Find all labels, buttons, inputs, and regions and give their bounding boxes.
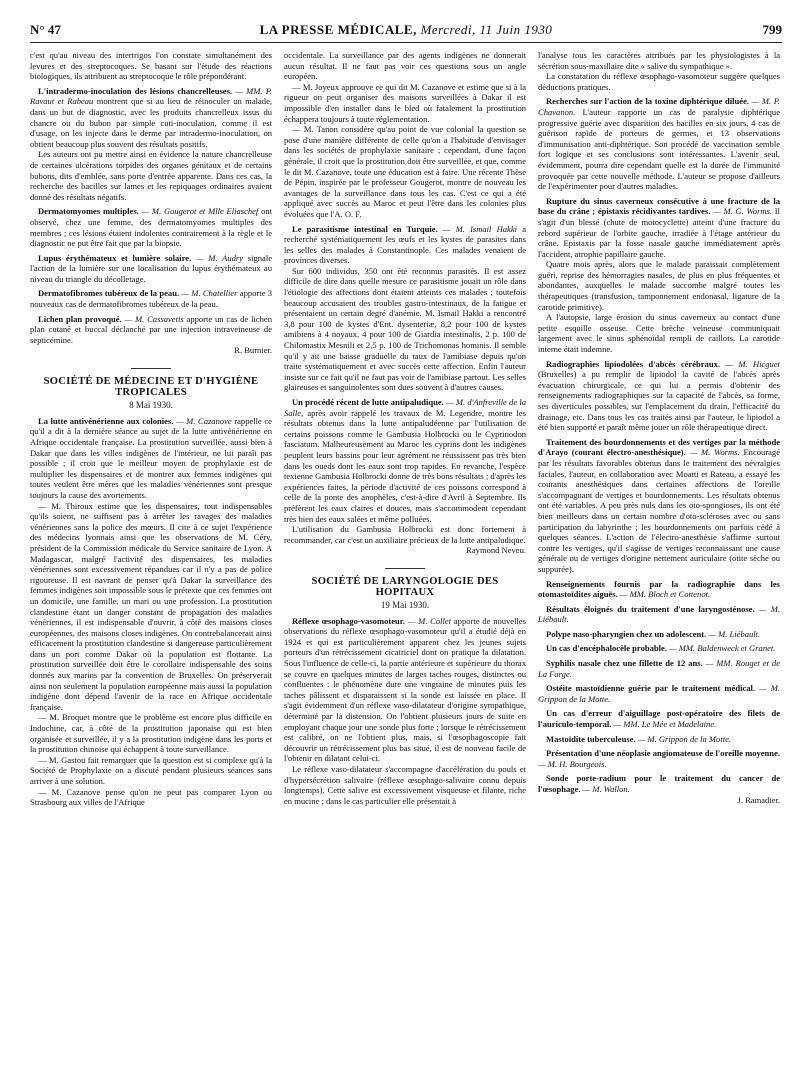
entry-text: signale l'action de la lumière sur une localisation du lupus érythémateux au niveau du triangle du décolletage.	[30, 252, 272, 284]
entry	[30, 416, 272, 501]
entry-author: — M. Chatellier	[179, 288, 238, 299]
entry	[538, 643, 780, 654]
entry-title: Un procédé récent de lutte antipaludique.	[292, 397, 444, 407]
signature: J. Ramadier.	[737, 794, 780, 805]
entry-title: Radiographies lipiodolées d'abcès cérébraux.	[546, 358, 720, 369]
entry-author: — MM. Le Mée et Madelaine.	[611, 719, 717, 730]
entry-title: Un cas d'encéphalocèle probable.	[546, 643, 667, 654]
entry-title: Ostéite mastoïdienne guérie par le traitement médical.	[546, 683, 756, 694]
entry-text: montrent que si au lieu de réinoculer un malade, dans un but de diagnostic, avec les produits chancrelleux issus du chancre ou du bubon par simple cuti-inoculation, comme il est d'usage, on les injecte dans le derme par intradermo-inoculation, on obtient beaucoup plus souvent des résultats positifs.	[30, 96, 272, 149]
entry-text: rappelle ce qu'il a dit à la dernière séance au sujet de la lutte antivénérienne en Afrique occidentale française. La prostitution surveillée, aussi bien à Dakar que dans les villes indigènes de l'intérieur, ne lui paraît pas possible ; il croit que le meilleur moyen de prophylaxie est de multiplier les dispensaires et de montrer aux femmes indigènes qui toutes veulent être mères que les maladies vénériennes sont presque toujours la cause des avortements.	[30, 415, 272, 500]
entry-title: Traitement des bourdonnements et des vertiges par la méthode d'Arayo (courant électro-anesthésique).	[538, 436, 780, 458]
entry-title: Lichen plan provoqué.	[38, 313, 122, 324]
entry-text: Il s'agit d'un blessé (chute de motocyclette) atteint d'une fracture du rebord supérieur de l'orbite gauche, irradiée à l'étage antérieur du crâne. Epistaxis par la fosse nasale gauche immédiatement après l'accident, atrophie papillaire gauche.	[538, 206, 780, 259]
entry-title: Renseignements fournis par la radiographie dans les otomastoïdites aiguës.	[538, 578, 780, 600]
entry-author: — MM. Rouget et de La Farge.	[538, 658, 780, 679]
entry-title: Sonde porte-radium pour le traitement du cancer de l'œsophage.	[538, 773, 780, 794]
entry	[538, 658, 780, 679]
entry-title: L'intradermo-inoculation des lésions chancrelleuses.	[38, 85, 233, 96]
section-date: 8 Mai 1930.	[129, 400, 173, 411]
entry	[538, 96, 780, 191]
signature: Raymond Neveu.	[466, 545, 526, 556]
entry-title: La lutte antivénérienne aux colonies.	[38, 415, 174, 426]
entry-title: Le parasitisme intestinal en Turquie.	[292, 223, 438, 234]
entry-title: Recherches sur l'action de la toxine diphtérique diluée.	[546, 96, 749, 107]
entry-author: — M. Liébault.	[706, 628, 761, 639]
entry	[30, 206, 272, 248]
journal-title	[30, 22, 782, 38]
entry-text: apporte de nouvelles observations du réflexe œsophago-vasomoteur qu'il a étudié déjà en 1924 et qui est particulièrement apparent chez les jeunes sujets porteurs d'un rétrécissement cicatriciel dont on pratique la dilatation. Sous l'influence de celle-ci, la partie antérieure et supérieure du thorax se couvre en quelques minutes de larges taches rouges, distinctes ou confluentes : le phénomène dure une vingtaine de minutes puis les taches pâlissent et disparaissent si la sonde est laissée en place. Il s'agit évidemment d'un réflexe vaso-dilatateur d'origine sympathique, déterminé par la distension. On l'obtient plusieurs jours de suite en employant chaque jour une sonde plus forte ; lorsque le rétrécissement est calibré, on ne l'obtient plus, mais, si l'œsophagoscopie fait découvrir un rétrécissement plus bas situé, il est de nouveau facile de l'obtenir en dilatant celui-ci.	[284, 615, 526, 764]
entry-author: — M. Hicguet	[719, 358, 780, 369]
section-date: 19 Mai 1930.	[380, 600, 430, 611]
paragraph: Quatre mois après, alors que le malade paraissait complètement guéri, reprise des hémorragies nasales, de plus en plus fréquentes et abondantes, auxquelles le malade succombe malgré toutes les thérapeutiques (transfusion, tamponnement endonasal, ligature de la carotide primitive).	[538, 259, 780, 312]
entry-author: — M. H. Bourgeois.	[538, 758, 607, 769]
entry	[538, 708, 780, 729]
entry-title: Dermatomyomes multiples.	[38, 206, 139, 217]
entry-author: — M. Liébault.	[538, 603, 780, 625]
entry-title: Mastoïdite tuberculeuse.	[546, 733, 636, 744]
paragraph: Le réflexe vaso-dilatateur s'accompagne d'accélération du pouls et d'hypersécrétion salivaire (réflexe œsophago-salivaire connu depuis longtemps). Cette salive est excessivement visqueuse et filante, riche en mucine ; dans le cas particulier elle présentait à	[284, 764, 526, 806]
entry-author: — MM. Bloch et Cottenot.	[617, 589, 711, 600]
entry-author: — M. G. Worms.	[710, 206, 773, 217]
entry-text: a recherché systématiquement les œufs et les kystes de parasites dans les selles des malades à Constantinople. Ces malades venaient de provinces diverses.	[284, 223, 526, 266]
paragraph: Sur 600 individus, 350 ont été reconnus parasités. Il est assez difficile de dire dans quelle mesure ce parasitisme jouait un rôle dans l'étiologie des affections dont étaient atteints ces malades ; toutefois beaucoup accusaient des troubles gastro-intestinaux, de la fatigue et présentaient un certain degré d'anémie. M. Ismail Hakki a rencontré 3,8 pour 100 de kystes d'Ent. dysenteriæ, 8,2 pour 100 de kystes amibiens à 4 noyaux, 4 pour 100 de Giardia intestinalis, 2 p. 100 de Chilomastix Mesnili et 2,5 p. 100 de Trichomonas hominis. Il semble qu'il y ait une baisse graduelle du taux de l'amibiase depuis qu'on traite systématiquement et avec succès cette affection. Enfin l'auteur insiste sur ce fait qu'il ne faut pas voir de l'amibiase partout. Les selles glaireuses et sanguinolentes sont dues souvent à d'autres causes.	[284, 265, 526, 393]
entry	[30, 314, 272, 346]
paragraph: c'est qu'au niveau des intertrigos l'on constate simultanément des levures et des streptocoques. Se basant sur l'étude des réactions biologiques, ils attribuent au streptocoque le rôle prépondérant.	[30, 50, 272, 82]
entry	[538, 196, 780, 260]
paragraph: La constatation du réflexe œsophago-vasomoteur suggère quelques déductions pratiques.	[538, 71, 780, 92]
entry	[538, 629, 780, 640]
entry-title: Lupus érythémateux et lumière solaire.	[38, 252, 192, 263]
entry-author: — M. Collet	[404, 615, 452, 626]
column-3	[538, 50, 780, 1076]
entry-text: apporte un cas de lichen plan cutané et buccal déclanché par une injection intraveineuse de septicémine.	[30, 313, 272, 345]
column-2	[284, 50, 526, 1076]
paragraph: — M. Broquet montre que le problème est encore plus difficile en Indochine, car, à côté de la prostitution japonaise qui est bien organisée et surveillée, il y a la prostitution indigène dans les ports et la prostitution chinoise qui échappent à toute surveillance.	[30, 712, 272, 755]
column-1	[30, 50, 272, 1076]
section-title: SOCIÉTÉ DE LARYNGOLOGIE DES HOPITAUX	[284, 568, 526, 598]
entry-title: Dermatofibromes tubéreux de la peau.	[38, 288, 180, 299]
entry-text: ont observé, chez une femme, des dermatomyomes multiples des membres ; ces lésions étaient indolentes contrairement à la règle et le diagnostic ne put être fait que par la biopsie.	[30, 206, 272, 249]
paragraph: — M. Gastou fait remarquer que la question est si complexe qu'à la Société de Prophylaxie on a discuté pendant plusieurs séances sans arriver à une solution.	[30, 754, 272, 786]
signature: R. Burnier.	[234, 345, 272, 356]
entry	[538, 579, 780, 600]
entry-author: — M. P. Chavanon.	[538, 96, 780, 117]
paragraph: — M. Joyeux approuve ce qui dit M. Cazanove et estime que si à la rigueur on peut organiser des maisons surveillées à Dakar il est impossible d'en installer dans le bled où fatalement la prostitution échappera toujours à toute réglementation.	[284, 81, 526, 124]
entry	[538, 734, 780, 745]
page-number: 799	[762, 22, 782, 37]
entry-text: apporte 3 nouveaux cas de dermatofibromes tubéreux de la peau.	[30, 288, 272, 310]
entry-title: Résultats éloignés du traitement d'une laryngosténose.	[546, 603, 755, 614]
entry-author: — M. Gougerot et Mlle Eliaschef	[138, 206, 259, 217]
issue-number: N° 47	[30, 22, 61, 37]
section-title: SOCIÉTÉ DE MÉDECINE ET D'HYGIÈNE TROPICALES	[30, 368, 272, 398]
entry-author: — M. d'Anfreville de la Salle,	[284, 397, 526, 418]
entry-author: — M. Ismail Hakki	[437, 223, 518, 234]
entry-author: — M. Audry	[191, 252, 244, 263]
entry-title: Réflexe œsophago-vasomoteur.	[292, 615, 405, 626]
paragraph: Les auteurs ont pu mettre ainsi en évidence la nature chancrelleuse de certaines ulcérations torpides des organes génitaux et de certains bubons, dits d'emblée, sans porte d'entrée apparente. Dans ces cas, la recherche des bacilles sur lames et les repiquages ordinaires avaient donné des résultats négatifs.	[30, 149, 272, 202]
entry-title: Présentation d'une néoplasie angiomateuse de l'oreille moyenne.	[546, 748, 780, 759]
entry-author: — M. Worms.	[685, 447, 740, 458]
entry-author: — M. Grippon de la Motte.	[635, 733, 732, 744]
entry	[538, 359, 780, 433]
paragraph: — M. Tanon considère qu'au point de vue colonial la question se pose d'une manière différente de celle qu'on a l'habitude d'envisager dans les sociétés de prophylaxie sanitaire ; cependant, d'une façon générale, il croit que la prostitution doit être surveillée, et que, comme le dit M. Cazanove, toute une éducation est à faire. Une récente Thèse de Pépin, inspirée par le professeur Gougerot, montre de nouveau les avantages de la surveillance dans tous les cas. C'est ce qui a été appliqué avec succès au Maroc et peut l'être dans les colonies plus évoluées que l'A. O. F.	[284, 124, 526, 219]
paragraph: A l'autopsie, large érosion du sinus caverneux au contact d'une petite esquille osseuse. Cette brèche veineuse communiquait largement avec le sinus sphénoïdal rempli de caillots. La carotide interne était indemne.	[538, 312, 780, 355]
paragraph: occidentale. La surveillance par des agents indigènes ne donnerait aucun résultat. Il ne faut pas voir ces questions sous un angle européen.	[284, 50, 526, 82]
entry-author: — M. Grippon de la Motte.	[538, 683, 780, 704]
paragraph: L'utilisation du Gambusia Holbrocki est donc fortement à recommander, car c'est un auxiliaire précieux de la lutte antipaludique.	[284, 524, 526, 545]
paragraph: l'analyse tous les caractères attribués par les physiologistes à la sécrétion sous-maxillaire dite « salive du sympathique ».	[538, 50, 780, 71]
entry	[538, 683, 780, 704]
entry	[538, 604, 780, 625]
entry-author: — M. Wallon.	[580, 784, 630, 794]
entry	[30, 253, 272, 285]
entry-text: (Bruxelles) a pu remplir de lipiodol la cavité de l'abcès après évacuation chirurgicale, ce qui lui a permis d'obtenir des renseignements radiographiques sur la capacité de l'abcès, sa forme, ses diverticules possibles, sur l'emplacement du drain, l'efficacité du drainage, etc. Dans tous les cas traités ainsi par l'auteur, le lipiodol a été bien supporté et paraît même jouer un rôle thérapeutique direct.	[538, 369, 780, 433]
entry-author: — M. Cassavetis	[121, 313, 184, 324]
issue-date: Mercredi, 11 Juin 1930	[416, 22, 553, 37]
entry-author: — M. Cazanove	[173, 415, 232, 426]
journal-name: LA PRESSE MÉDICALE,	[259, 22, 417, 37]
entry-title: Polype naso-pharyngien chez un adolescent.	[546, 628, 707, 639]
entry-title: Syphilis nasale chez une fillette de 12 ans.	[546, 658, 703, 669]
entry-author: — MM. P. Ravaut et Rabeau	[30, 85, 272, 107]
entry-text: Encouragé par les résultats favorables obtenus dans le traitement des névralgies faciales, l'auteur, en collaboration avec Moatti et Rateau, a essayé les courants anesthésiques dans certaines affections de l'oreille s'accompagnant de vertiges et bourdonnements. Les résultats obtenus ont été variables. A peu près nuls dans les oto-spongioses, ils ont été bien meilleurs dans un certain nombre d'oto-scléroses avec ou sans participation du labyrinthe ; les bourdonnements ont parfois cédé à quelques séances. L'action de l'électro-anesthésie s'affirme surtout contre les vertiges, qu'il s'agisse de vertiges reconnaissant une cause générale ou de vertiges d'origine nettement auriculaire (otite sèche ou suppurée).	[538, 447, 780, 574]
entry-title: Un cas d'erreur d'aiguillage post-opératoire des filets de l'auriculo-temporal.	[538, 708, 780, 730]
entry	[284, 224, 526, 266]
entry-author: — MM. Baldenweck et Granet.	[666, 643, 776, 654]
entry	[538, 437, 780, 575]
paragraph: — M. Cazanove pense qu'on ne peut pas comparer Lyon ou Strasbourg aux villes de l'Afrique	[30, 786, 272, 808]
entry-text: L'auteur rapporte un cas de paralysie diphtérique progressive guérie avec disparition des bacilles en six jours, 4 cas de guérison rapide de porteurs de germes, et 13 observations d'immunisation anti-diphtérique. Son procédé de vaccination semble fort logique et ses conclusions sont intéressantes. L'avenir seul, évidemment, pourra dire cependant quelle est la durée de l'immunité provoquée par cette nouvelle méthode. L'auteur se propose d'ailleurs de l'expérimenter pour d'autres maladies.	[538, 106, 780, 192]
entry	[30, 288, 272, 309]
page-header	[30, 22, 782, 43]
entry	[284, 616, 526, 764]
entry-text: après avoir rappelé les travaux de M. Legendre, montre les résultats obtenus dans la lutte antipaludéenne par l'utilisation de certains poissons comme le Gambusia Holbrocki ou le Cyprinodon fasciatum. Malheureusement au Maroc les cyprins dont les indigènes peuplent leurs bassins pour leur agrément ne réussissent pas très bien dans les oueds dont les eaux sont trop rapides. En revanche, l'espèce texienne Gambusia Holbrocki donne de très bons résultats ; d'après les expériences faites, la période d'activité de ces poissons correspond à celle de la ponte des anophèles, c'est-à-dire d'Avril à Septembre. Ils préfèrent les eaux claires et douces, mais s'accommodent cependant très bien des eaux salées et même polluées.	[284, 407, 526, 524]
entry	[30, 86, 272, 150]
entry	[538, 748, 780, 769]
entry-title: Rupture du sinus caverneux consécutive à une fracture de la base du crâne ; épistaxis récidivantes tardives.	[538, 195, 780, 217]
paragraph: — M. Thiroux estime que les dispensaires, tout indispensables qu'ils soient, ne suffisent pas à arrêter les ravages des maladies vénériennes sans la police des mœurs. Il cite à ce sujet l'expérience des médecins lyonnais ainsi que les observations de M. Céry, président de la Commission médicale du Service sanitaire de Lyon. A Madagascar, malgré l'activité des dispensaires, les maladies vénériennes sont excessivement répandues car il n'y a pas de police rigoureuse. Il est navrant de penser qu'à Dakar la surveillance des femmes indigènes soit impossible sous le prétexte que ces femmes ont un domicile, une famille, un mari ou une profession. La prostitution clandestine étant un danger constant de propagation des maladies vénériennes, il est indispensable d'ouvrir, à côté des maisons closes européennes, des maisons closes indigènes. On contrebalancerait ainsi efficacement la prostitution clandestine si dangereuse particulièrement dans un port comme Dakar où la population est flottante. La prostitution surveillée doit être le corollaire indispensable des soins donnés aux marins par la convention de Bruxelles. On préserverait ainsi non seulement la population européenne mais aussi la population indigène dont dépend l'avenir de la race en Afrique occidentale française.	[30, 500, 272, 712]
entry	[538, 773, 780, 794]
entry	[284, 397, 526, 524]
